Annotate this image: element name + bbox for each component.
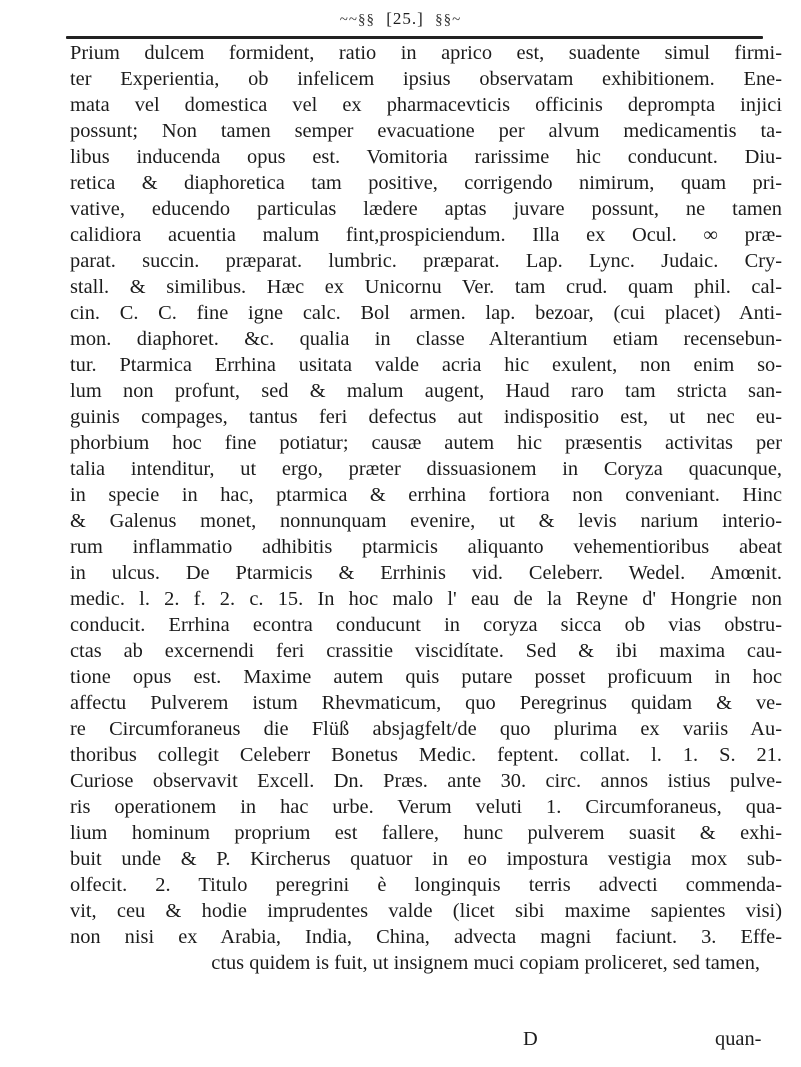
text-line: ter Experientia, ob infelicem ipsius observatam exhibitionem. Ene- (70, 68, 782, 90)
page-footer (0, 1024, 801, 1054)
text-line: retica & diaphoretica tam positive, corrigendo nimirum, quam pri- (70, 172, 782, 194)
text-line: & Galenus monet, nonnunquam evenire, ut & levis narium interio- (70, 510, 782, 532)
page-number: [25.] (386, 9, 424, 28)
text-line: libus inducenda opus est. Vomitoria rarissime hic conducunt. Diu- (70, 146, 782, 168)
header-ornament-left: ~~§§ (339, 12, 376, 28)
text-line: re Circumforaneus die Flüß absjagfelt/de quo plurima ex variis Au- (70, 718, 782, 740)
text-line: thoribus collegit Celeberr Bonetus Medic. feptent. collat. l. 1. S. 21. (70, 744, 782, 766)
text-line: tur. Ptarmica Errhina usitata valde acria hic exulent, non enim so- (70, 354, 782, 376)
text-line: vative, educendo particulas lædere aptas juvare possunt, ne tamen (70, 198, 782, 220)
text-line: mon. diaphoret. &c. qualia in classe Alterantium etiam recensebun- (70, 328, 782, 350)
text-line: stall. & similibus. Hæc ex Unicornu Ver. tam crud. quam phil. cal- (70, 276, 782, 298)
text-line: possunt; Non tamen semper evacuatione per alvum medicamentis ta- (70, 120, 782, 142)
text-line: vit, ceu & hodie imprudentes valde (licet sibi maxime sapientes visi) (70, 900, 782, 922)
running-header (0, 2, 801, 36)
body-text (70, 40, 782, 976)
text-line: conducit. Errhina econtra conducunt in coryza sicca ob vias obstru- (70, 614, 782, 636)
text-line: medic. l. 2. f. 2. c. 15. In hoc malo l' eau de la Reyne d' Hongrie non (70, 588, 782, 610)
text-line: Curiose observavit Excell. Dn. Præs. ante 30. circ. annos istius pulve- (70, 770, 782, 792)
text-line: in specie in hac, ptarmica & errhina fortiora non conveniant. Hinc (70, 484, 782, 506)
header-rule (66, 36, 763, 39)
text-line: tione opus est. Maxime autem quis putare posset proficuum in hoc (70, 666, 782, 688)
text-line: rum inflammatio adhibitis ptarmicis aliquanto vehementioribus abeat (70, 536, 782, 558)
header-ornament-right: §§~ (435, 12, 462, 28)
text-line: guinis compages, tantus feri defectus aut indispositio est, ut nec eu- (70, 406, 782, 428)
text-line: cin. C. C. fine igne calc. Bol armen. lap. bezoar, (cui placet) Anti- (70, 302, 782, 324)
text-line: olfecit. 2. Titulo peregrini è longinquis terris advecti commenda- (70, 874, 782, 896)
text-line: non nisi ex Arabia, India, China, advecta magni faciunt. 3. Effe- (70, 926, 782, 948)
text-line: mata vel domestica vel ex pharmacevticis officinis deprompta injici (70, 94, 782, 116)
text-line: ris operationem in hac urbe. Verum veluti 1. Circumforaneus, qua- (70, 796, 782, 818)
text-line: Prium dulcem formident, ratio in aprico est, suadente simul firmi- (70, 42, 782, 64)
text-line: phorbium hoc fine potiatur; causæ autem hic præsentis activitas per (70, 432, 782, 454)
text-line: lium hominum proprium est fallere, hunc pulverem suasit & exhi- (70, 822, 782, 844)
text-line: in ulcus. De Ptarmicis & Errhinis vid. Celeberr. Wedel. Amœnit. (70, 562, 782, 584)
text-line: affectu Pulverem istum Rhevmaticum, quo Peregrinus quidam & ve- (70, 692, 782, 714)
text-line: ctas ab excernendi feri crassitie viscidítate. Sed & ibi maxima cau- (70, 640, 782, 662)
text-line: calidiora acuentia malum fint,prospiciendum. Illa ex Ocul. ∞ præ- (70, 224, 782, 246)
text-line: buit unde & P. Kircherus quatuor in eo impostura vestigia mox sub- (70, 848, 782, 870)
signature-mark: D (523, 1028, 538, 1050)
text-line: lum non profunt, sed & malum augent, Haud raro tam stricta san- (70, 380, 782, 402)
catchword: quan- (715, 1028, 762, 1050)
text-line: ctus quidem is fuit, ut insignem muci copiam proliceret, sed tamen, (211, 952, 760, 974)
text-line: talia intenditur, ut ergo, præter dissuasionem in Coryza quacunque, (70, 458, 782, 480)
text-line: parat. succin. præparat. lumbric. præparat. Lap. Lync. Judaic. Cry- (70, 250, 782, 272)
